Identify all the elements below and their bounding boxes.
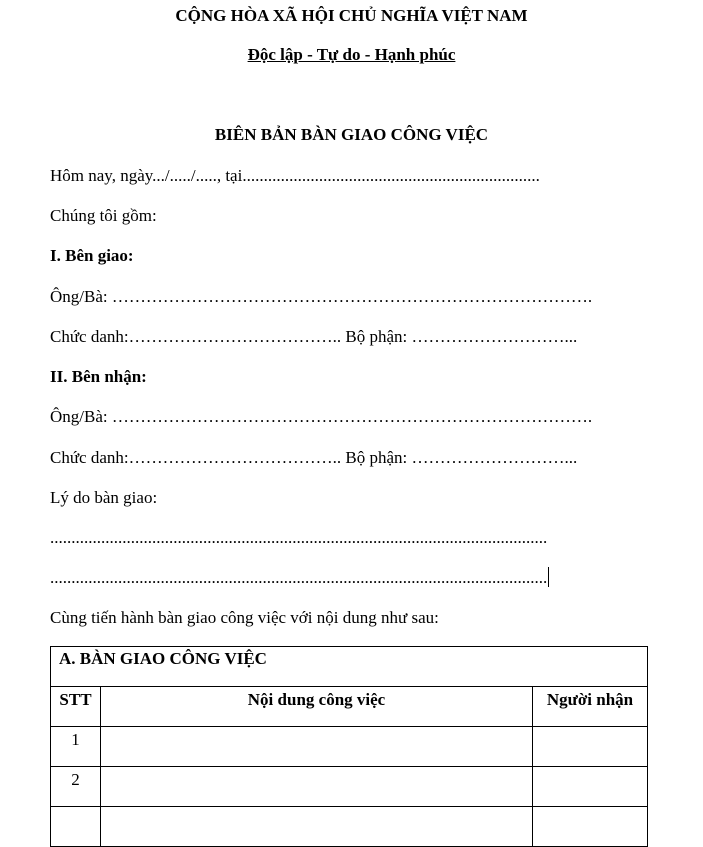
- row-stt: 2: [51, 767, 101, 807]
- date-location-line: Hôm nay, ngày.../...../....., tại......................................................................: [50, 166, 540, 185]
- row-receiver-cell[interactable]: [533, 767, 648, 807]
- column-header-content: Nội dung công việc: [101, 687, 533, 727]
- reason-line-2-text: .....................................................................................................................: [50, 568, 548, 587]
- row-content-cell[interactable]: [101, 727, 533, 767]
- reason-line-2[interactable]: [50, 567, 549, 588]
- motto-text: Độc lập - Tự do - Hạnh phúc: [247, 45, 456, 64]
- nation-title: CỘNG HÒA XÃ HỘI CHỦ NGHĨA VIỆT NAM: [175, 6, 528, 25]
- row-stt: 1: [51, 727, 101, 767]
- reason-line-1: .....................................................................................................................: [50, 528, 548, 547]
- text-cursor: [548, 567, 549, 587]
- row-content-cell[interactable]: [101, 767, 533, 807]
- motto: [0, 45, 703, 65]
- row-receiver-cell[interactable]: [533, 807, 648, 847]
- document-title: BIÊN BẢN BÀN GIAO CÔNG VIỆC: [214, 125, 489, 144]
- table-row: [51, 767, 648, 807]
- row-receiver-cell[interactable]: [533, 727, 648, 767]
- receiver-position-line: Chức danh:……………………………….. Bộ phận: ………………………...: [50, 448, 578, 467]
- table-row: [51, 807, 648, 847]
- giver-heading: I. Bên giao:: [50, 246, 134, 265]
- giver-name-line: Ông/Bà: ………………………………………………………………………….: [50, 287, 593, 306]
- receiver-heading: II. Bên nhận:: [50, 367, 147, 386]
- row-content-cell[interactable]: [101, 807, 533, 847]
- column-header-receiver: Người nhận: [533, 687, 648, 727]
- reason-label: Lý do bàn giao:: [50, 488, 158, 507]
- table-section-title: A. BÀN GIAO CÔNG VIỆC: [51, 647, 648, 687]
- row-stt: [51, 807, 101, 847]
- content-intro: Cùng tiến hành bàn giao công việc với nội dung như sau:: [50, 608, 439, 627]
- column-header-stt: STT: [51, 687, 101, 727]
- giver-position-line: Chức danh:……………………………….. Bộ phận: ………………………...: [50, 327, 578, 346]
- table-section-row: [51, 647, 648, 687]
- table-header-row: [51, 687, 648, 727]
- receiver-name-line: Ông/Bà: ………………………………………………………………………….: [50, 407, 593, 426]
- table-row: [51, 727, 648, 767]
- members-intro: Chúng tôi gồm:: [50, 206, 157, 225]
